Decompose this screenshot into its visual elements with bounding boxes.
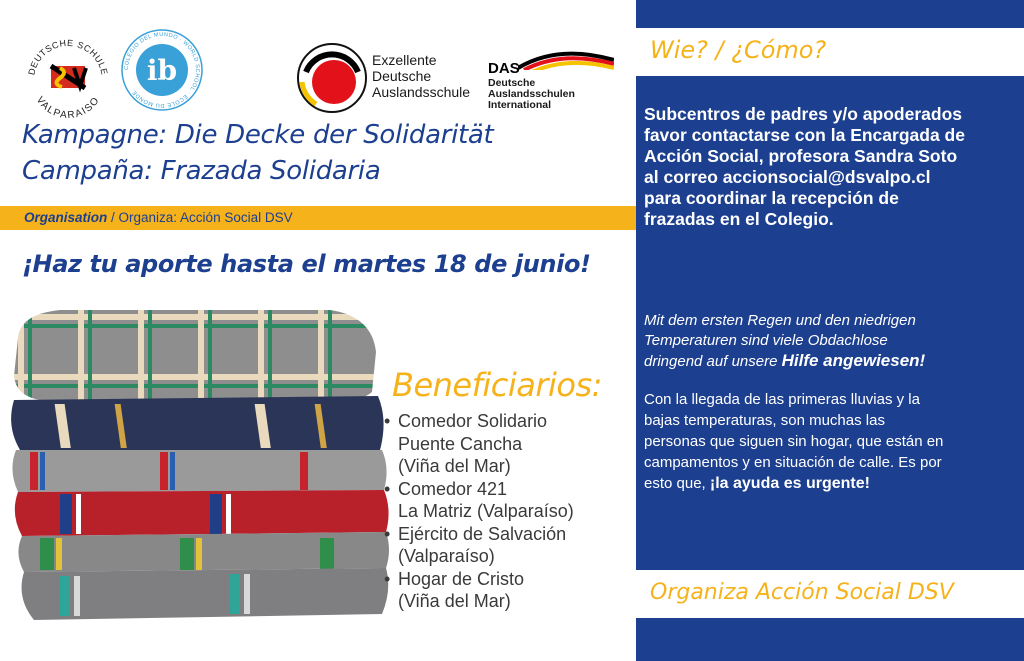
- organisation-value: / Organiza: Acción Social DSV: [107, 210, 293, 225]
- beneficiaries-list: [384, 410, 574, 613]
- campaign-title-es: Campaña: Frazada Solidaria: [22, 156, 381, 186]
- contact-line: Acción Social, profesora Sandra Soto: [644, 146, 958, 166]
- bullet-icon: •: [384, 411, 391, 431]
- spanish-line-prefix: esto que,: [644, 475, 710, 492]
- beneficiaries-heading: Beneficiarios:: [392, 366, 602, 404]
- deadline-heading: ¡Haz tu aporte hasta el martes 18 de junio!: [22, 250, 591, 278]
- how-heading: Wie? / ¿Cómo?: [650, 36, 827, 64]
- contact-email-prefix: al correo: [644, 167, 723, 187]
- contact-line: favor contactarse con la Encargada de: [644, 125, 965, 145]
- german-line: Mit dem ersten Regen und den niedrigen: [644, 312, 916, 329]
- exzellente-logo-text: [372, 52, 470, 100]
- blankets-image: [0, 300, 390, 630]
- spanish-line: bajas temperaturas, son muchas las: [644, 412, 885, 429]
- das-line2: International: [488, 99, 552, 111]
- exzellente-line3: Auslandsschule: [372, 84, 471, 100]
- contact-info: [644, 104, 1014, 230]
- bullet-icon: •: [384, 478, 391, 499]
- list-item-line: Comedor Solidario: [398, 411, 548, 431]
- das-title: DAS: [488, 60, 520, 77]
- contact-line: Subcentros de padres y/o apoderados: [644, 104, 962, 124]
- spanish-line: personas que siguen sin hogar, que están en: [644, 433, 944, 450]
- spanish-paragraph: [644, 389, 1016, 494]
- list-item-line: (Valparaíso): [398, 546, 495, 566]
- contact-line: frazadas en el Colegio.: [644, 209, 834, 229]
- exzellente-logo-icon: [296, 42, 368, 114]
- das-swoosh-icon: [518, 50, 614, 70]
- footer-banner: [636, 570, 1024, 618]
- contact-line: para coordinar la recepción de: [644, 188, 899, 208]
- dsv-logo-bottom: VALPARAISO: [33, 94, 103, 122]
- ib-logo-ring: COLEGIO DEL MUNDO · WORLD SCHOOL · ÉCOLE DU MONDE: [123, 31, 201, 109]
- campaign-title-de: Kampagne: Die Decke der Solidarität: [22, 120, 494, 150]
- list-item: [384, 410, 574, 478]
- dsv-logo: [20, 28, 116, 124]
- bullet-icon: •: [384, 523, 391, 544]
- ib-logo: [120, 28, 204, 112]
- list-item: [384, 523, 574, 568]
- spanish-line: campamentos y en situación de calle. Es por: [644, 454, 942, 471]
- list-item-line: Hogar de Cristo: [398, 568, 525, 589]
- ib-logo-mark: ib: [146, 54, 178, 87]
- german-line-prefix: dringend auf unsere: [644, 353, 782, 370]
- svg-text:VALPARAISO: [34, 95, 102, 122]
- das-line1: Deutsche Auslandsschulen: [488, 77, 575, 100]
- how-banner: [636, 28, 1024, 76]
- german-emphasis: Hilfe angewiesen!: [781, 351, 926, 370]
- organisation-bar: [0, 206, 636, 230]
- footer-text: Organiza Acción Social DSV: [650, 580, 954, 605]
- bullet-icon: •: [384, 568, 391, 589]
- spanish-emphasis: ¡la ayuda es urgente!: [709, 475, 870, 492]
- organisation-label: Organisation: [24, 210, 108, 225]
- german-paragraph: [644, 311, 1014, 372]
- list-item-line: (Viña del Mar): [398, 591, 511, 611]
- das-subtitle: [488, 78, 614, 111]
- das-logo: [488, 50, 614, 110]
- list-item-line: Puente Cancha: [398, 433, 523, 454]
- spanish-line: Con la llegada de las primeras lluvias y la: [644, 391, 920, 408]
- list-item-line: (Viña del Mar): [398, 456, 511, 476]
- german-line: Temperaturen sind viele Obdachlose: [644, 332, 888, 349]
- dsv-logo-mark: [68, 105, 69, 106]
- dsv-logo-top: DEUTSCHE SCHULE: [26, 37, 110, 76]
- german-line: [644, 351, 1014, 372]
- list-item-line: La Matriz (Valparaíso): [398, 501, 574, 521]
- contact-email[interactable]: accionsocial@dsvalpo.cl: [722, 167, 931, 187]
- list-item-line: Comedor 421: [398, 478, 508, 499]
- list-item: [384, 478, 574, 523]
- exzellente-line1: Exzellente: [372, 52, 437, 68]
- spanish-line: [644, 473, 1016, 494]
- exzellente-line2: Deutsche: [372, 68, 432, 84]
- organisation-text: [24, 210, 293, 225]
- contact-line-email: [644, 167, 1014, 188]
- list-item-line: Ejército de Salvación: [398, 523, 567, 544]
- list-item: [384, 568, 574, 613]
